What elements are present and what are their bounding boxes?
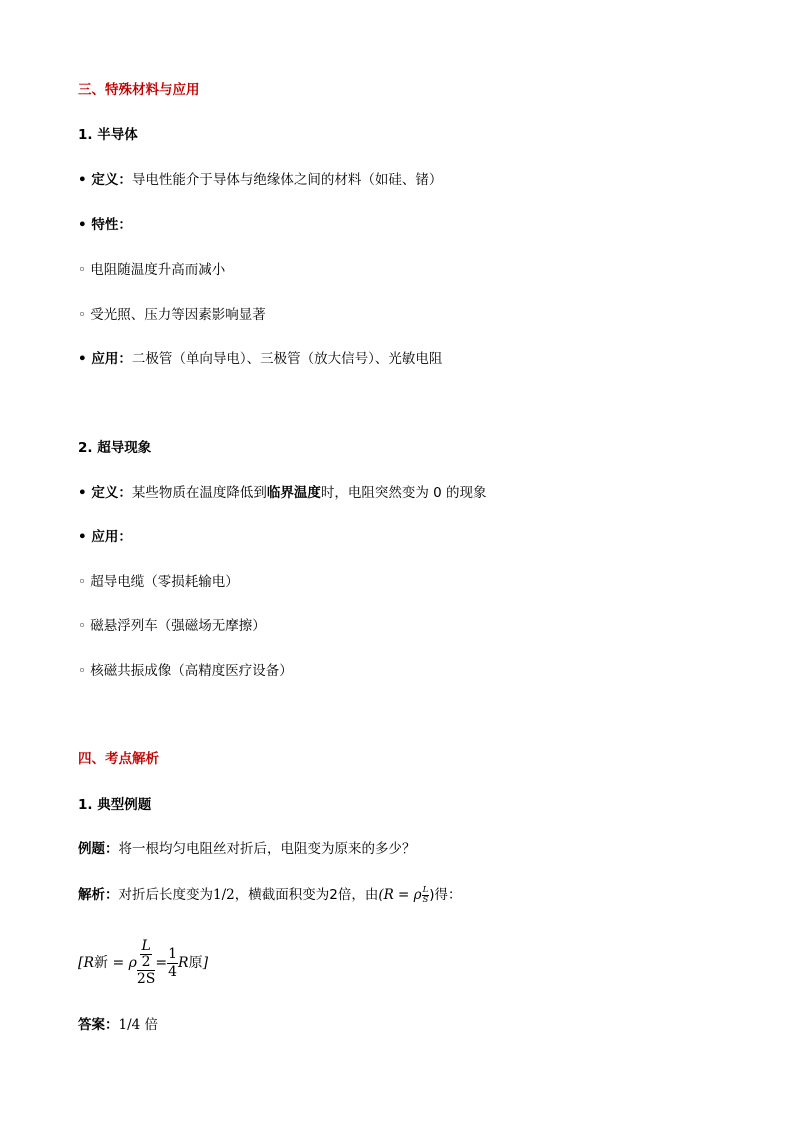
semiconductor-properties-label: • 特性： bbox=[78, 217, 132, 233]
example-heading: 1. 典型例题 bbox=[78, 797, 152, 813]
superconductivity-definition bbox=[78, 484, 487, 502]
application-text: 二极管（单向导电）、三极管（放大信号）、光敏电阻 bbox=[131, 351, 443, 367]
semiconductor-definition bbox=[78, 171, 442, 189]
section-title-3: 三、特殊材料与应用 bbox=[78, 82, 200, 98]
nested-fraction: $\frac{\frac{L}{2}}{2S}$ bbox=[136, 937, 156, 987]
analysis-text-end: )得： bbox=[429, 887, 462, 903]
resistance-formula: (R = ρ $\frac{L}{S}$ bbox=[378, 885, 429, 905]
semiconductor-application bbox=[78, 350, 442, 368]
quarter-fraction: $\frac{1}{4}$ bbox=[168, 945, 178, 980]
length-over-area-fraction: $\frac{L}{S}$ bbox=[422, 885, 429, 905]
analysis-text: 对折后长度变为 bbox=[118, 887, 213, 903]
definition-label: • 定义： bbox=[78, 485, 132, 501]
result-equation: [R新 = ρ $\frac{\frac{L}{2}}{2S}$ = $\frac{1}{4}$ R原] bbox=[78, 937, 209, 987]
half-value: 1/2 bbox=[213, 887, 235, 903]
application-item: ◦ 超导电缆（零损耗输电） bbox=[78, 574, 239, 590]
question-label: 例题： bbox=[78, 841, 119, 857]
definition-text: 某些物质在温度降低到 bbox=[131, 485, 267, 501]
analysis-label: 解析： bbox=[78, 887, 119, 903]
answer-text: 1/4 倍 bbox=[118, 1017, 159, 1033]
definition-text: 导电性能介于导体与绝缘体之间的材料（如硅、锗） bbox=[131, 172, 443, 188]
superconductivity-heading: 2. 超导现象 bbox=[78, 440, 152, 456]
definition-text-end: 时，电阻突然变为 0 的现象 bbox=[320, 485, 487, 501]
application-label: • 应用： bbox=[78, 351, 132, 367]
application-item: ◦ 磁悬浮列车（强磁场无摩擦） bbox=[78, 618, 266, 634]
analysis-text-2: ，横截面积变为2倍，由 bbox=[234, 887, 379, 903]
example-question bbox=[78, 840, 416, 858]
example-answer bbox=[78, 1016, 158, 1034]
property-item: ◦ 受光照、压力等因素影响显著 bbox=[78, 307, 266, 323]
definition-label: • 定义： bbox=[78, 172, 132, 188]
question-text: 将一根均匀电阻丝对折后，电阻变为原来的多少？ bbox=[118, 841, 416, 857]
application-item: ◦ 核磁共振成像（高精度医疗设备） bbox=[78, 663, 293, 679]
answer-label: 答案： bbox=[78, 1017, 119, 1033]
section-title-4: 四、考点解析 bbox=[78, 751, 159, 767]
property-item: ◦ 电阻随温度升高而减小 bbox=[78, 262, 226, 278]
critical-temperature-term: 临界温度 bbox=[266, 485, 321, 501]
superconductivity-application-label: • 应用： bbox=[78, 529, 132, 545]
semiconductor-heading: 1. 半导体 bbox=[78, 127, 138, 143]
example-analysis bbox=[78, 886, 462, 905]
